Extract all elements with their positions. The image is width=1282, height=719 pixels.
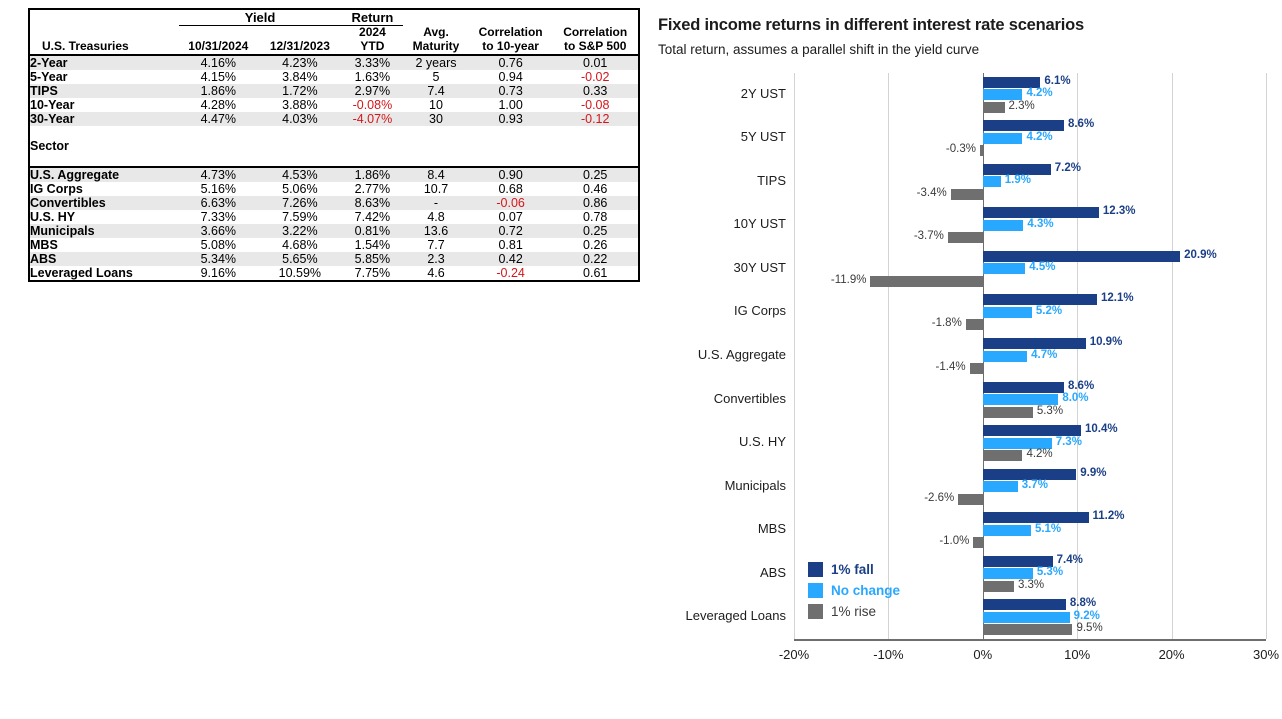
chart-bar-nochange [983, 220, 1024, 231]
table-row [29, 266, 639, 281]
chart-category-label: U.S. HY [739, 434, 786, 450]
row-label: Convertibles [29, 196, 179, 210]
section-spacer-1 [179, 126, 259, 167]
chart-category-label: 5Y UST [740, 129, 786, 145]
row-label: ABS [29, 252, 179, 266]
chart-bar-value-label: 20.9% [1184, 248, 1217, 261]
column-header-corr-10yr-line1: Correlation [478, 25, 543, 39]
cell-yield-2024: 9.16% [179, 266, 259, 281]
cell-ytd: 7.75% [342, 266, 404, 281]
cell-ytd: 1.54% [342, 238, 404, 252]
column-header-corr-sp500 [552, 26, 639, 55]
cell-avg-maturity: - [403, 196, 469, 210]
chart-bar-nochange [983, 351, 1027, 362]
chart-category-label: 10Y UST [733, 216, 786, 232]
cell-corr-10yr: 0.81 [469, 238, 553, 252]
cell-yield-2023: 4.03% [258, 112, 342, 126]
chart-bar-nochange [983, 481, 1018, 492]
chart-bar-rise [958, 494, 983, 505]
table-column-header-row [29, 26, 639, 55]
chart-legend [808, 559, 900, 622]
group-header-spacer-4 [552, 9, 639, 26]
cell-avg-maturity: 13.6 [403, 224, 469, 238]
chart-bar-fall [983, 425, 1081, 436]
group-header-spacer [29, 9, 179, 26]
cell-yield-2023: 10.59% [258, 266, 342, 281]
chart-bar-fall [983, 207, 1099, 218]
chart-bar-value-label: 9.5% [1076, 622, 1103, 635]
cell-corr-10yr: -0.24 [469, 266, 553, 281]
chart-bar-nochange [983, 263, 1025, 274]
chart-category-label: Convertibles [713, 390, 786, 406]
chart-bar-value-label: -1.8% [931, 317, 962, 330]
chart-bar-value-label: 5.1% [1034, 522, 1062, 535]
chart-x-tick-label: 30% [1252, 647, 1280, 662]
cell-corr-10yr: 0.72 [469, 224, 553, 238]
table-row [29, 55, 639, 70]
cell-yield-2023: 1.72% [258, 84, 342, 98]
cell-yield-2024: 4.28% [179, 98, 259, 112]
cell-avg-maturity: 2 years [403, 55, 469, 70]
group-header-spacer-3 [469, 9, 553, 26]
chart-bar-value-label: 4.2% [1026, 87, 1053, 100]
section-spacer-6 [552, 126, 639, 167]
table-row [29, 252, 639, 266]
column-header-corr-10yr [469, 26, 553, 55]
section-spacer-4 [403, 126, 469, 167]
cell-corr-10yr: 1.00 [469, 98, 553, 112]
chart-bar-nochange [983, 176, 1001, 187]
chart-subtitle: Total return, assumes a parallel shift in the yield curve [658, 42, 980, 57]
row-label: Leveraged Loans [29, 266, 179, 281]
section-label-sector: Sector [29, 126, 179, 167]
cell-yield-2024: 5.08% [179, 238, 259, 252]
legend-swatch-icon-no-change [808, 583, 823, 598]
row-label: 5-Year [29, 70, 179, 84]
chart-bar-rise [948, 232, 983, 243]
cell-corr-sp500: 0.22 [552, 252, 639, 266]
cell-yield-2024: 4.15% [179, 70, 259, 84]
chart-bar-value-label: 12.3% [1102, 205, 1136, 218]
legend-label-fall: 1% fall [831, 562, 874, 577]
chart-bar-rise [973, 537, 982, 548]
group-header-yield: Yield [179, 9, 342, 26]
chart-gridline [794, 73, 795, 639]
chart-bar-fall [983, 512, 1089, 523]
chart-bar-nochange [983, 525, 1031, 536]
table-section-header-row [29, 126, 639, 167]
chart-bar-value-label: 9.2% [1073, 609, 1100, 622]
chart-plot-area [778, 73, 1280, 662]
cell-corr-sp500: 0.46 [552, 182, 639, 196]
cell-ytd: 2.77% [342, 182, 404, 196]
chart-bar-fall [983, 164, 1051, 175]
chart-x-tick-label: 0% [973, 647, 993, 662]
chart-bar-nochange [983, 307, 1032, 318]
chart-x-tick-label: 10% [1064, 647, 1091, 662]
chart-bar-value-label: -1.0% [939, 535, 970, 548]
chart-category-label: Leveraged Loans [685, 608, 786, 624]
chart-bar-rise [983, 581, 1014, 592]
chart-bar-rise [970, 363, 983, 374]
column-header-yield-2023: 12/31/2023 [258, 26, 342, 55]
table-row [29, 84, 639, 98]
chart-x-tick-label: 20% [1158, 647, 1185, 662]
chart-bar-value-label: 10.4% [1084, 423, 1118, 436]
cell-avg-maturity: 4.8 [403, 210, 469, 224]
cell-corr-sp500: 0.61 [552, 266, 639, 281]
chart-bar-value-label: 4.3% [1027, 217, 1054, 230]
chart-bar-fall [983, 382, 1064, 393]
cell-corr-sp500: 0.78 [552, 210, 639, 224]
cell-corr-sp500: -0.08 [552, 98, 639, 112]
table-row [29, 112, 639, 126]
chart-gridline [1172, 73, 1173, 639]
chart-gridline [1266, 73, 1267, 639]
cell-yield-2024: 7.33% [179, 210, 259, 224]
chart-category-label: MBS [757, 521, 786, 537]
cell-avg-maturity: 5 [403, 70, 469, 84]
chart-bar-rise [983, 450, 1023, 461]
row-label: 30-Year [29, 112, 179, 126]
cell-ytd: 1.63% [342, 70, 404, 84]
fixed-income-table-panel [28, 8, 640, 708]
section-spacer-5 [469, 126, 553, 167]
cell-yield-2023: 4.53% [258, 167, 342, 182]
chart-bar-rise [951, 189, 983, 200]
cell-yield-2023: 3.88% [258, 98, 342, 112]
table-group-header-row [29, 9, 639, 26]
cell-yield-2023: 4.23% [258, 55, 342, 70]
chart-bar-nochange [983, 394, 1059, 405]
chart-bar-value-label: 8.0% [1062, 392, 1089, 405]
chart-bar-rise [966, 319, 983, 330]
column-header-avg-maturity [403, 26, 469, 55]
chart-bar-value-label: -3.4% [916, 186, 947, 199]
cell-corr-10yr: -0.06 [469, 196, 553, 210]
legend-item-no-change [808, 580, 900, 601]
cell-yield-2023: 7.59% [258, 210, 342, 224]
cell-yield-2023: 3.22% [258, 224, 342, 238]
cell-ytd: 7.42% [342, 210, 404, 224]
cell-yield-2024: 1.86% [179, 84, 259, 98]
chart-bar-value-label: 4.5% [1029, 261, 1056, 274]
chart-bar-value-label: 4.7% [1031, 348, 1058, 361]
cell-corr-10yr: 0.73 [469, 84, 553, 98]
cell-corr-10yr: 0.68 [469, 182, 553, 196]
column-header-corr-10yr-line2: to 10-year [482, 38, 539, 53]
chart-bar-value-label: 4.2% [1026, 130, 1053, 143]
cell-corr-sp500: 0.26 [552, 238, 639, 252]
chart-bar-value-label: 6.1% [1044, 74, 1071, 87]
cell-avg-maturity: 7.4 [403, 84, 469, 98]
cell-ytd: 8.63% [342, 196, 404, 210]
cell-yield-2023: 5.06% [258, 182, 342, 196]
column-header-avg-maturity-line1: Avg. [423, 25, 449, 39]
table-row [29, 196, 639, 210]
cell-ytd: 5.85% [342, 252, 404, 266]
chart-bar-value-label: 2.3% [1008, 99, 1035, 112]
chart-bar-nochange [983, 568, 1033, 579]
row-label: 2-Year [29, 55, 179, 70]
column-header-corr-sp500-line2: to S&P 500 [563, 38, 627, 53]
chart-bar-value-label: 8.8% [1069, 597, 1097, 610]
column-header-corr-sp500-line1: Correlation [563, 25, 628, 39]
cell-yield-2024: 5.34% [179, 252, 259, 266]
chart-bar-rise [983, 624, 1073, 635]
chart-bar-value-label: 7.3% [1055, 435, 1082, 448]
cell-yield-2023: 4.68% [258, 238, 342, 252]
chart-category-label: 30Y UST [733, 259, 786, 275]
chart-plot-wrapper [658, 73, 1280, 673]
chart-bar-fall [983, 469, 1076, 480]
column-header-ytd-line1: 2024 [359, 25, 386, 39]
cell-ytd: 0.81% [342, 224, 404, 238]
chart-bar-value-label: -1.4% [935, 361, 966, 373]
chart-bar-fall [983, 599, 1066, 610]
cell-corr-sp500: 0.01 [552, 55, 639, 70]
cell-avg-maturity: 10 [403, 98, 469, 112]
chart-bar-value-label: 3.7% [1021, 479, 1048, 492]
chart-bar-value-label: 3.3% [1017, 578, 1045, 591]
row-label: MBS [29, 238, 179, 252]
chart-bar-rise [983, 407, 1033, 418]
chart-category-label: 2Y UST [740, 85, 786, 101]
chart-bar-nochange [983, 133, 1023, 144]
chart-title: Fixed income returns in different interest rate scenarios [658, 16, 1084, 34]
cell-corr-10yr: 0.90 [469, 167, 553, 182]
row-label: TIPS [29, 84, 179, 98]
chart-bar-rise [980, 145, 983, 156]
cell-ytd: 3.33% [342, 55, 404, 70]
column-header-ytd-line2: YTD [360, 38, 385, 53]
chart-x-axis-line [794, 639, 1266, 641]
chart-bar-fall [983, 338, 1086, 349]
cell-yield-2024: 6.63% [179, 196, 259, 210]
cell-corr-sp500: -0.02 [552, 70, 639, 84]
table-row [29, 210, 639, 224]
table-row [29, 167, 639, 182]
row-label: Municipals [29, 224, 179, 238]
cell-corr-sp500: 0.25 [552, 167, 639, 182]
table-row [29, 224, 639, 238]
chart-category-label: IG Corps [733, 303, 786, 319]
chart-bar-value-label: 8.6% [1067, 118, 1095, 131]
cell-corr-sp500: -0.12 [552, 112, 639, 126]
column-header-avg-maturity-line2: Maturity [412, 38, 460, 53]
cell-yield-2023: 7.26% [258, 196, 342, 210]
chart-category-label: TIPS [757, 172, 786, 188]
cell-avg-maturity: 30 [403, 112, 469, 126]
chart-bar-value-label: 8.6% [1067, 379, 1095, 392]
chart-bar-value-label: 10.9% [1089, 336, 1123, 348]
chart-bar-value-label: 9.9% [1080, 466, 1107, 479]
legend-label-rise: 1% rise [831, 604, 877, 619]
chart-bar-value-label: 5.2% [1035, 304, 1063, 317]
chart-bar-rise [983, 102, 1005, 113]
cell-corr-10yr: 0.42 [469, 252, 553, 266]
chart-bar-value-label: -11.9% [830, 273, 867, 286]
chart-bar-fall [983, 77, 1041, 88]
cell-ytd: 2.97% [342, 84, 404, 98]
cell-yield-2024: 3.66% [179, 224, 259, 238]
row-label: U.S. HY [29, 210, 179, 224]
legend-swatch-icon-rise [808, 604, 823, 619]
chart-bar-value-label: -2.6% [924, 491, 955, 504]
cell-yield-2024: 5.16% [179, 182, 259, 196]
row-label: IG Corps [29, 182, 179, 196]
cell-ytd: 1.86% [342, 167, 404, 182]
chart-bar-value-label: 5.3% [1036, 566, 1064, 579]
legend-swatch-icon-fall [808, 562, 823, 577]
cell-corr-10yr: 0.76 [469, 55, 553, 70]
table-row [29, 98, 639, 112]
chart-x-tick-label: -20% [778, 647, 810, 662]
cell-corr-10yr: 0.93 [469, 112, 553, 126]
chart-bar-nochange [983, 612, 1070, 623]
chart-bar-value-label: -0.3% [945, 143, 976, 156]
chart-bar-value-label: 7.4% [1056, 553, 1083, 566]
section-spacer-2 [258, 126, 342, 167]
table-row [29, 70, 639, 84]
cell-corr-sp500: 0.86 [552, 196, 639, 210]
chart-bar-fall [983, 556, 1053, 567]
chart-bar-rise [870, 276, 982, 287]
chart-bar-fall [983, 251, 1180, 262]
group-header-spacer-2 [403, 9, 469, 26]
cell-yield-2023: 3.84% [258, 70, 342, 84]
legend-item-fall [808, 559, 900, 580]
cell-corr-sp500: 0.33 [552, 84, 639, 98]
chart-bar-value-label: 12.1% [1101, 292, 1134, 305]
chart-bar-value-label: 1.9% [1004, 174, 1031, 187]
row-label: U.S. Aggregate [29, 167, 179, 182]
cell-yield-2024: 4.16% [179, 55, 259, 70]
chart-panel [658, 16, 1280, 706]
chart-bar-value-label: 11.2% [1092, 510, 1125, 523]
cell-yield-2024: 4.73% [179, 167, 259, 182]
chart-gridline [888, 73, 889, 639]
cell-avg-maturity: 2.3 [403, 252, 469, 266]
cell-avg-maturity: 10.7 [403, 182, 469, 196]
chart-category-label: Municipals [724, 477, 786, 493]
cell-ytd: -4.07% [342, 112, 404, 126]
chart-category-label: U.S. Aggregate [697, 347, 786, 362]
chart-category-label: ABS [759, 564, 786, 580]
row-label: 10-Year [29, 98, 179, 112]
table-row [29, 182, 639, 196]
cell-yield-2024: 4.47% [179, 112, 259, 126]
cell-ytd: -0.08% [342, 98, 404, 112]
cell-avg-maturity: 7.7 [403, 238, 469, 252]
section-spacer-3 [342, 126, 404, 167]
chart-bar-value-label: 5.3% [1036, 404, 1064, 417]
group-header-return: Return [342, 9, 404, 26]
cell-corr-sp500: 0.25 [552, 224, 639, 238]
column-header-yield-2024: 10/31/2024 [179, 26, 259, 55]
chart-bar-fall [983, 294, 1097, 305]
cell-corr-10yr: 0.94 [469, 70, 553, 84]
column-header-treasuries: U.S. Treasuries [29, 26, 179, 55]
chart-bar-fall [983, 120, 1064, 131]
legend-item-rise [808, 601, 900, 622]
chart-bar-value-label: -3.7% [913, 230, 944, 243]
chart-x-tick-label: -10% [873, 647, 904, 662]
cell-corr-10yr: 0.07 [469, 210, 553, 224]
chart-category-axis [658, 73, 790, 639]
column-header-ytd [342, 26, 404, 55]
table-row [29, 238, 639, 252]
cell-yield-2023: 5.65% [258, 252, 342, 266]
chart-bar-nochange [983, 89, 1023, 100]
chart-bar-value-label: 7.2% [1054, 161, 1081, 174]
chart-bar-nochange [983, 438, 1052, 449]
fixed-income-table [28, 8, 640, 282]
legend-label-no-change: No change [831, 583, 901, 598]
cell-avg-maturity: 8.4 [403, 167, 469, 182]
chart-bar-value-label: 4.2% [1026, 448, 1053, 461]
cell-avg-maturity: 4.6 [403, 266, 469, 281]
